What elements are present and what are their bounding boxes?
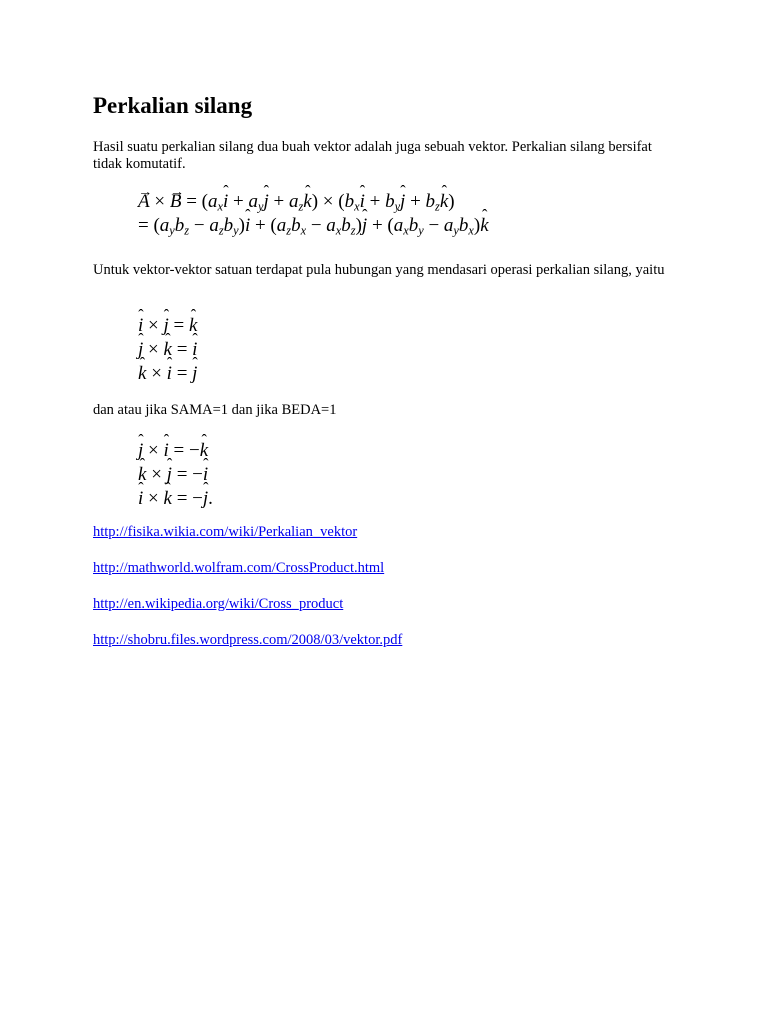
formula-line-1: A → × B → = ($a_xi$ ˆ + $a_yj$ ˆ + $a_zk$ ˆ) × ($b_xi$ ˆ + $b_yj$ ˆ + $b_zk$ ˆ) bbox=[138, 190, 489, 214]
equation-k-cross-i: k ˆ × i ˆ = j ˆ bbox=[138, 362, 197, 386]
link-shobru-pdf[interactable]: http://shobru.files.wordpress.com/2008/03/vektor.pdf bbox=[93, 632, 403, 648]
equation-i-cross-k: i ˆ × k ˆ = −j ˆ. bbox=[138, 487, 213, 511]
equation-k-cross-j: k ˆ × j ˆ = −i ˆ bbox=[138, 463, 213, 487]
cross-product-formula bbox=[138, 190, 489, 238]
page-title: Perkalian silang bbox=[93, 93, 253, 118]
intro-paragraph: Hasil suatu perkalian silang dua buah vektor adalah juga sebuah vektor. Perkalian silang bersifat tidak komutatif. bbox=[93, 139, 652, 172]
unit-vector-equations bbox=[138, 314, 197, 386]
same-different-paragraph: dan atau jika SAMA=1 dan jika BEDA=1 bbox=[93, 402, 337, 418]
equation-i-cross-j: i ˆ × j ˆ = k ˆ bbox=[138, 314, 197, 338]
reference-links bbox=[93, 524, 402, 668]
link-wikipedia[interactable]: http://en.wikipedia.org/wiki/Cross_product bbox=[93, 596, 344, 612]
reverse-unit-vector-equations bbox=[138, 439, 213, 511]
document-page bbox=[93, 92, 683, 648]
link-fisika-wikia[interactable]: http://fisika.wikia.com/wiki/Perkalian_vektor bbox=[93, 524, 358, 540]
equation-j-cross-k: j ˆ × k ˆ = i ˆ bbox=[138, 338, 197, 362]
link-mathworld[interactable]: http://mathworld.wolfram.com/CrossProduct.html bbox=[93, 560, 385, 576]
equation-j-cross-i: j ˆ × i ˆ = −k ˆ bbox=[138, 439, 213, 463]
unit-vector-paragraph: Untuk vektor-vektor satuan terdapat pula hubungan yang mendasari operasi perkalian silang, yaitu bbox=[93, 262, 665, 278]
formula-line-2: = $(a_yb_z - a_zb_y)i$ ˆ + $(a_zb_x - a_xb_z)j$ ˆ + $(a_xb_y - a_yb_x)k$ ˆ bbox=[138, 214, 489, 238]
